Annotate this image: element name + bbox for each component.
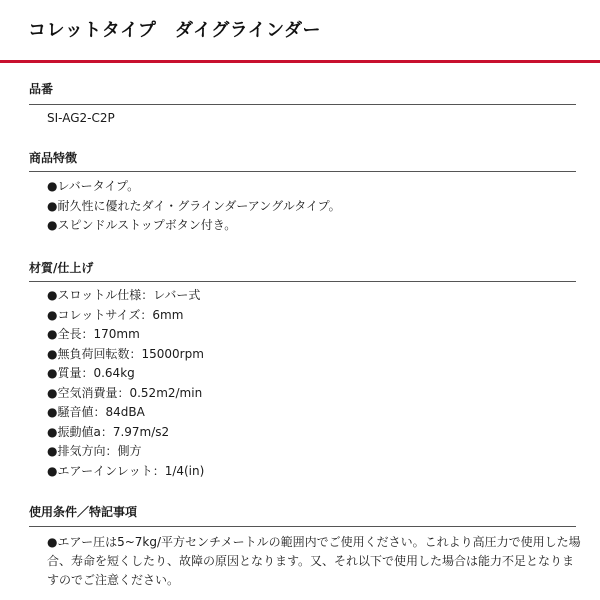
notes-text: ●エアー圧は5~7kg/平方センチメートルの範囲内でご使用ください。これより高圧力で使用した場合、寿命を短くしたり、故障の原因となります。又、それ以下で使用した場合は能力不足となりますのでご注意ください。 [47, 535, 581, 587]
features-list [47, 177, 341, 236]
material-item: ●エアーインレット：1/4(in) [47, 463, 205, 478]
material-item: ●全長：170mm [47, 327, 140, 341]
page-title: コレットタイプ ダイグラインダー [28, 20, 321, 41]
material-item: ●騒音値：84dBA [47, 405, 145, 419]
section-rule-notes [29, 526, 576, 527]
material-list [47, 286, 204, 481]
section-heading-material: 材質/仕上げ [29, 261, 94, 275]
section-rule-material [29, 281, 576, 282]
material-item: ●空気消費量：0.52m2/min [47, 385, 203, 400]
section-heading-part-number: 品番 [29, 82, 54, 96]
features-item: ●レバータイプ。 [47, 179, 140, 193]
section-rule-features [29, 171, 576, 172]
material-item: ●質量：0.64kg [47, 366, 135, 380]
material-item: ●スロットル仕様：レバー式 [47, 288, 201, 302]
material-item: ●無負荷回転数：15000rpm [47, 346, 204, 361]
section-heading-notes: 使用条件／特記事項 [29, 505, 138, 519]
section-heading-features: 商品特徴 [29, 151, 78, 165]
title-accent-rule [0, 60, 600, 63]
part-number-value: SI-AG2-C2P [47, 111, 115, 125]
material-item: ●コレットサイズ：6mm [47, 307, 184, 322]
features-item: ●スピンドルストップボタン付き。 [47, 218, 237, 232]
features-item: ●耐久性に優れたダイ・グラインダーアングルタイプ。 [47, 198, 341, 213]
material-item: ●振動値a：7.97m/s2 [47, 424, 170, 439]
section-rule-part-number [29, 104, 576, 105]
material-item: ●排気方向：側方 [47, 444, 142, 458]
